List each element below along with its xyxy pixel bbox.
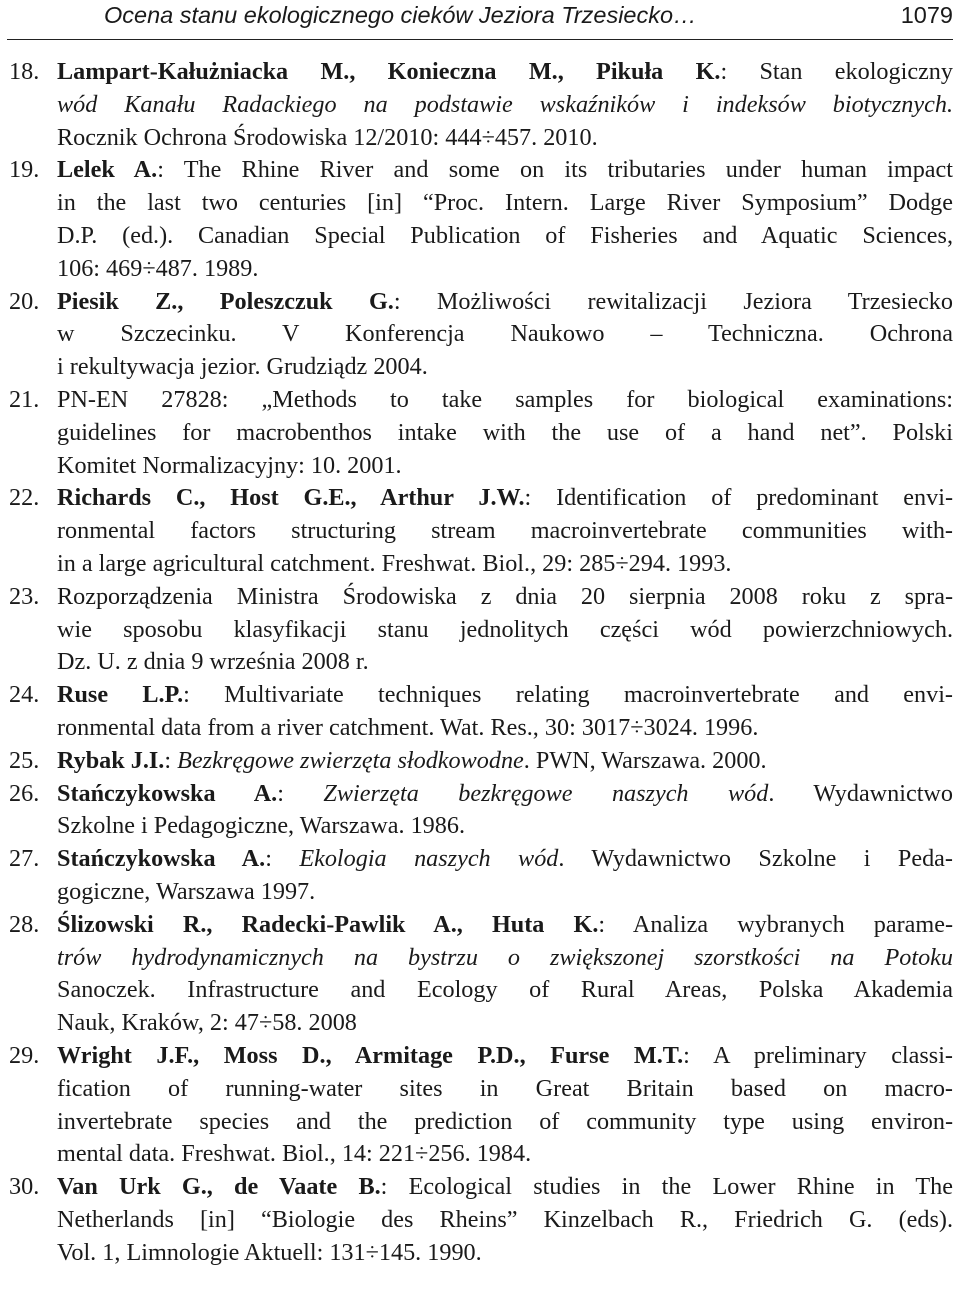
reference-authors: Rybak J.I.: [57, 746, 165, 774]
reference-line: [57, 778, 953, 811]
reference-title-italic: wód Kanału Radackiego na podstawie wskaźników i indeksów biotycznych.: [57, 90, 953, 118]
reference-line: [57, 548, 953, 581]
reference-line: [57, 581, 953, 614]
reference-segment: PN-EN 27828: „Methods to take samples for biological examinations:: [57, 385, 953, 413]
reference-item: [0, 154, 960, 285]
reference-authors: Van Urk G., de Vaate B.: [57, 1173, 381, 1201]
reference-item: [0, 384, 960, 482]
reference-line: [57, 843, 953, 876]
reference-title-italic: Ekologia naszych wód: [299, 845, 559, 873]
reference-segment: Sanoczek. Infrastructure and Ecology of Rural Areas, Polska Akademia: [57, 976, 953, 1004]
reference-authors: Lelek A.: [57, 156, 158, 184]
reference-segment: Nauk, Kraków, 2: 47÷58. 2008: [57, 1009, 357, 1037]
reference-line: [57, 679, 953, 712]
reference-segment: : Możliwości rewitalizacji Jeziora Trzesiecko: [393, 287, 953, 315]
reference-line: [57, 187, 953, 220]
reference-text: [57, 154, 953, 285]
reference-segment: guidelines for macrobenthos intake with the use of a hand net”. Polski: [57, 418, 953, 446]
reference-line: [57, 1204, 953, 1237]
reference-line: [57, 482, 953, 515]
reference-segment: 106: 469÷487. 1989.: [57, 254, 259, 282]
reference-line: [57, 318, 953, 351]
reference-segment: gogiczne, Warszawa 1997.: [57, 877, 316, 905]
reference-line: [57, 909, 953, 942]
reference-segment: : Identification of predominant envi-: [524, 484, 953, 512]
reference-text: [57, 482, 953, 580]
reference-line: [57, 220, 953, 253]
reference-segment: i rekultywacja jezior. Grudziądz 2004.: [57, 353, 428, 381]
reference-line: [57, 351, 953, 384]
reference-segment: . Wydawnictwo: [768, 779, 953, 807]
reference-number: 29.: [9, 1041, 40, 1069]
reference-item: [0, 778, 960, 844]
reference-text: [57, 1040, 953, 1171]
reference-text: [57, 745, 953, 778]
reference-number: 23.: [9, 582, 40, 610]
reference-segment: . PWN, Warszawa. 2000.: [523, 746, 767, 774]
reference-authors: Ślizowski R., Radecki-Pawlik A., Huta K.: [57, 910, 599, 938]
reference-segment: Vol. 1, Limnologie Aktuell: 131÷145. 1990.: [57, 1238, 482, 1266]
reference-text: [57, 909, 953, 1040]
reference-list: [0, 56, 960, 1269]
reference-line: [57, 1040, 953, 1073]
reference-segment: : The Rhine River and some on its tributaries under human impact: [157, 156, 953, 184]
reference-authors: Lampart-Kałużniacka M., Konieczna M., Pikuła K.: [57, 58, 721, 85]
reference-segment: : Multivariate techniques relating macroinvertebrate and envi-: [183, 681, 953, 709]
reference-title-italic: Zwierzęta bezkręgowe naszych wód: [323, 779, 769, 807]
reference-text: [57, 679, 953, 745]
reference-line: [57, 1171, 953, 1204]
reference-segment: : A preliminary classi-: [683, 1041, 953, 1069]
reference-line: [57, 942, 953, 975]
reference-number: 18.: [9, 58, 40, 85]
reference-segment: Szkolne i Pedagogiczne, Warszawa. 1986.: [57, 812, 465, 840]
reference-authors: Ruse L.P.: [57, 681, 184, 709]
reference-segment: fication of running-water sites in Great Britain based on macro-: [57, 1074, 953, 1102]
reference-segment: Netherlands [in] “Biologie des Rheins” Kinzelbach R., Friedrich G. (eds).: [57, 1205, 953, 1233]
reference-number: 28.: [9, 910, 40, 938]
reference-authors: Piesik Z., Poleszczuk G.: [57, 287, 394, 315]
reference-item: [0, 909, 960, 1040]
reference-line: [57, 56, 953, 89]
reference-item: [0, 1040, 960, 1171]
reference-item: [0, 286, 960, 384]
reference-authors: Stańczykowska A.: [57, 845, 266, 873]
header-rule: [7, 39, 953, 40]
reference-authors: Wright J.F., Moss D., Armitage P.D., Furse M.T.: [57, 1041, 684, 1069]
reference-line: [57, 974, 953, 1007]
reference-item: [0, 679, 960, 745]
reference-number: 20.: [9, 287, 40, 315]
reference-number: 21.: [9, 385, 40, 413]
reference-line: [57, 614, 953, 647]
reference-segment: Rozporządzenia Ministra Środowiska z dnia 20 sierpnia 2008 roku z spra-: [57, 582, 953, 610]
reference-number: 27.: [9, 845, 40, 873]
reference-item: [0, 581, 960, 679]
reference-line: [57, 876, 953, 909]
reference-title-italic: trów hydrodynamicznych na bystrzu o zwiększonej szorstkości na Potoku: [57, 943, 953, 971]
reference-segment: :: [277, 779, 324, 807]
reference-number: 19.: [9, 156, 40, 184]
reference-number: 30.: [9, 1173, 40, 1201]
reference-text: [57, 581, 953, 679]
reference-line: [57, 1007, 953, 1040]
reference-segment: Dz. U. z dnia 9 września 2008 r.: [57, 648, 369, 676]
reference-line: [57, 154, 953, 187]
reference-line: [57, 89, 953, 122]
reference-line: [57, 1106, 953, 1139]
reference-segment: in a large agricultural catchment. Freshwat. Biol., 29: 285÷294. 1993.: [57, 549, 732, 577]
reference-number: 22.: [9, 484, 40, 512]
reference-line: [57, 253, 953, 286]
reference-item: [0, 843, 960, 909]
reference-line: [57, 1237, 953, 1270]
reference-segment: :: [164, 746, 178, 774]
reference-authors: Stańczykowska A.: [57, 779, 278, 807]
reference-number: 24.: [9, 681, 40, 709]
reference-segment: w Szczecinku. V Konferencja Naukowo – Techniczna. Ochrona: [57, 320, 953, 348]
reference-item: [0, 745, 960, 778]
reference-segment: mental data. Freshwat. Biol., 14: 221÷256. 1984.: [57, 1140, 532, 1168]
reference-segment: Rocznik Ochrona Środowiska 12/2010: 444÷457. 2010.: [57, 123, 598, 151]
reference-number: 25.: [9, 746, 40, 774]
reference-line: [57, 450, 953, 483]
running-header: [0, 0, 960, 42]
reference-text: [57, 384, 953, 482]
reference-segment: ronmental data from a river catchment. Wat. Res., 30: 3017÷3024. 1996.: [57, 713, 759, 741]
reference-text: [57, 1171, 953, 1269]
reference-segment: D.P. (ed.). Canadian Special Publication of Fisheries and Aquatic Sciences,: [57, 221, 953, 249]
reference-line: [57, 417, 953, 450]
reference-line: [57, 1073, 953, 1106]
reference-segment: ronmental factors structuring stream macroinvertebrate communities with-: [57, 517, 953, 545]
reference-segment: :: [265, 845, 300, 873]
reference-item: [0, 56, 960, 154]
reference-line: [57, 122, 953, 155]
reference-item: [0, 482, 960, 580]
reference-line: [57, 515, 953, 548]
reference-segment: : Ecological studies in the Lower Rhine in The: [380, 1173, 954, 1201]
reference-text: [57, 56, 953, 154]
reference-line: [57, 384, 953, 417]
reference-text: [57, 778, 953, 844]
reference-line: [57, 286, 953, 319]
reference-segment: Komitet Normalizacyjny: 10. 2001.: [57, 451, 402, 479]
reference-authors: Richards C., Host G.E., Arthur J.W.: [57, 484, 525, 512]
running-header-title: Ocena stanu ekologicznego cieków Jeziora Trzesiecko…: [104, 2, 697, 28]
reference-line: [57, 712, 953, 745]
reference-title-italic: Bezkręgowe zwierzęta słodkowodne: [177, 746, 524, 774]
page-number: 1079: [900, 2, 953, 28]
reference-item: [0, 1171, 960, 1269]
reference-line: [57, 810, 953, 843]
reference-line: [57, 745, 953, 778]
reference-segment: . Wydawnictwo Szkolne i Peda-: [558, 845, 953, 873]
reference-segment: wie sposobu klasyfikacji stanu jednolitych części wód powierzchniowych.: [57, 615, 953, 643]
reference-line: [57, 646, 953, 679]
reference-text: [57, 286, 953, 384]
reference-segment: : Analiza wybranych parame-: [598, 910, 954, 938]
reference-segment: : Stan ekologiczny: [720, 58, 953, 85]
reference-line: [57, 1138, 953, 1171]
reference-segment: in the last two centuries [in] “Proc. Intern. Large River Symposium” Dodge: [57, 189, 953, 217]
reference-number: 26.: [9, 779, 40, 807]
reference-text: [57, 843, 953, 909]
reference-segment: invertebrate species and the prediction of community type using environ-: [57, 1107, 953, 1135]
